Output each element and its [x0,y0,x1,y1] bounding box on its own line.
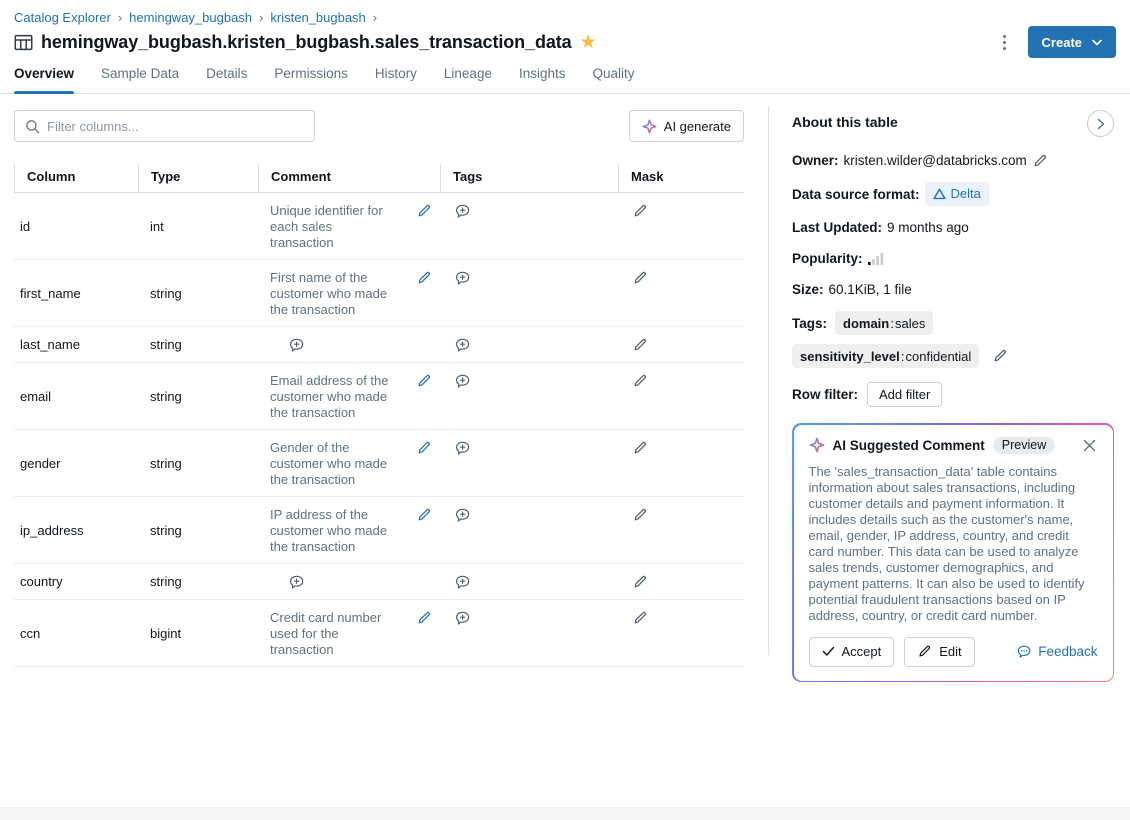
column-header[interactable]: Tags [440,164,618,192]
breadcrumb-link[interactable]: kristen_bugbash [270,10,366,25]
mask-cell [618,600,744,666]
tab-label: Lineage [443,66,492,81]
format-row [792,182,1114,206]
tag-key: domain [843,315,890,331]
edit-mask-icon[interactable] [632,440,648,456]
tab-label: Permissions [274,66,348,81]
add-comment-icon[interactable] [288,574,305,591]
tags-row [792,311,1114,368]
tab[interactable] [593,66,635,93]
pencil-icon [917,644,932,659]
last-updated-value: 9 months ago [887,220,969,235]
breadcrumb-separator-icon: › [117,10,123,25]
column-comment: Email address of the customer who made the transaction [270,373,389,420]
column-comment: Gender of the customer who made the transaction [270,440,388,487]
table-row [14,193,744,260]
edit-comment-icon[interactable] [416,203,432,219]
tags-cell [440,430,618,496]
comment-cell [258,260,440,326]
comment-cell [258,363,440,429]
accept-button[interactable] [809,637,895,667]
tab[interactable] [206,66,247,93]
tags-cell [440,363,618,429]
column-comment: Credit card number used for the transaction [270,610,382,657]
feedback-bubble-icon [1016,644,1032,660]
edit-mask-icon[interactable] [632,610,648,626]
column-type: string [150,337,182,352]
table-icon [14,33,33,52]
mask-cell [618,430,744,496]
ai-suggested-comment-card [792,423,1114,682]
sidebar-title: About this table [792,114,898,130]
column-header[interactable]: Column [14,164,138,192]
edit-comment-icon[interactable] [416,610,432,626]
column-type: string [150,285,182,301]
column-name: id [20,218,31,234]
table-row [14,430,744,497]
add-filter-button[interactable]: Add filter [867,382,942,407]
column-comment: First name of the customer who made the transaction [270,270,388,317]
edit-button[interactable] [904,637,974,667]
tags-cell [440,600,618,666]
column-comment: IP address of the customer who made the transaction [270,507,388,554]
table-row [14,564,744,600]
create-button[interactable] [1028,26,1116,58]
ai-generate-button[interactable] [629,110,744,142]
columns-toolbar [14,110,744,142]
table-row [14,260,744,327]
mask-cell [618,193,744,259]
column-name: first_name [20,285,81,301]
tags-cell [440,260,618,326]
format-label: Data source format: [792,186,920,202]
add-tag-icon[interactable] [454,610,471,627]
ai-sparkle-icon [642,119,657,134]
tags-cell [440,327,618,362]
size-value: 60.1KiB, 1 file [828,282,912,297]
page-title: hemingway_bugbash.kristen_bugbash.sales_transaction_data [41,32,572,52]
ai-suggested-comment-text: The 'sales_transaction_data' table contains information about sales transactions, including customer details and payment information. It includes details such as the customer's name, email, gender, IP address, country, and credit card number. This data can be used to analyze sales trends, customer demographics, and payment patterns. It can also be used to identify potential fraudulent transactions based on IP address, country, or credit card number. [808,463,1085,623]
tags-cell [440,497,618,563]
breadcrumb [14,8,1116,25]
column-header[interactable]: Mask [618,164,744,192]
owner-label: Owner: [792,153,839,168]
kebab-menu-button[interactable] [995,29,1014,56]
breadcrumb-link[interactable]: Catalog Explorer [14,10,111,25]
add-tag-icon[interactable] [454,270,471,287]
add-tag-icon[interactable] [454,574,471,591]
about-table-sidebar [792,110,1114,682]
search-icon [25,119,40,134]
comment-cell [258,327,440,362]
popularity-label: Popularity: [792,251,863,266]
table-row [14,497,744,564]
format-value: Delta [950,186,981,201]
tag-value: sales [895,315,926,331]
tab-label: Details [206,66,248,81]
tab-label: Insights [518,66,566,81]
breadcrumb-separator-icon: › [259,10,264,25]
filter-columns-box[interactable] [14,110,315,142]
accept-label: Accept [841,644,882,659]
filter-columns-input[interactable] [47,119,304,134]
edit-mask-icon[interactable] [632,203,648,219]
feedback-link[interactable] [1016,644,1097,660]
tag-pill[interactable]: sensitivity_level : confidential [792,344,979,368]
comment-cell [258,600,440,666]
edit-mask-icon[interactable] [632,337,648,353]
delta-format-badge[interactable] [925,182,989,206]
edit-mask-icon[interactable] [632,270,648,286]
mask-cell [618,564,744,599]
comment-cell [258,430,440,496]
footer-band [0,807,1130,820]
ai-card-title: AI Suggested Comment [832,437,985,453]
popularity-bars-icon [868,252,884,265]
column-type: bigint [150,625,182,641]
row-filter-row [792,382,1114,407]
create-button-label: Create [1041,34,1082,50]
collapse-sidebar-button[interactable] [1087,110,1114,137]
column-type: string [150,455,182,471]
tab-label: Overview [14,66,75,81]
size-row [792,280,1114,299]
mask-cell [618,327,744,362]
edit-mask-icon[interactable] [632,507,648,523]
columns-table-header [14,164,744,193]
ai-sparkle-icon [809,437,825,453]
column-type: int [150,218,164,234]
column-name: country [20,574,63,589]
column-comment: Unique identifier for each sales transaction [270,203,383,250]
add-tag-icon[interactable] [454,337,471,354]
row-filter-label: Row filter: [792,387,858,402]
tags-label: Tags: [792,315,828,331]
popularity-row [792,249,1114,268]
table-row [14,600,744,667]
column-name: last_name [20,337,80,352]
tab[interactable] [375,66,417,93]
edit-comment-icon[interactable] [416,440,432,456]
last-updated-row [792,218,1114,237]
tag-value: confidential [905,348,972,364]
check-icon [822,646,835,657]
tag-key: sensitivity_level [800,348,900,364]
comment-cell [258,564,440,599]
edit-mask-icon[interactable] [632,373,648,389]
favorite-star-icon[interactable]: ★ [579,32,597,53]
table-row [14,363,744,430]
tags-cell [440,564,618,599]
columns-pane [14,110,744,667]
content-divider [768,106,769,655]
comment-cell [258,193,440,259]
column-header[interactable]: Type [138,164,258,192]
size-label: Size: [792,282,824,297]
page-header [14,8,1116,53]
tab[interactable] [444,66,492,93]
column-type: string [150,388,182,404]
column-header[interactable]: Comment [258,164,440,192]
tab[interactable] [101,66,179,93]
column-name: gender [20,455,61,471]
chevron-down-icon [1092,39,1102,46]
tab-label: Sample Data [101,66,180,81]
feedback-label: Feedback [1038,644,1098,659]
column-name: ccn [20,625,41,641]
owner-value: kristen.wilder@databricks.com [843,153,1027,168]
columns-table [14,164,744,667]
tab-label: Quality [592,66,635,81]
breadcrumb-separator-icon: › [372,10,378,25]
last-updated-label: Last Updated: [792,220,883,235]
add-tag-icon[interactable] [454,203,471,220]
tags-cell [440,193,618,259]
tab[interactable] [14,66,74,93]
add-tag-icon[interactable] [454,507,471,524]
column-name: email [20,388,52,404]
tab-bar [0,66,1130,94]
delta-logo-icon [933,188,946,200]
breadcrumb-link[interactable]: hemingway_bugbash [129,10,253,25]
close-icon[interactable] [1081,437,1098,454]
tag-pill[interactable]: domain : sales [835,311,933,335]
edit-comment-icon[interactable] [416,270,432,286]
comment-cell [258,497,440,563]
column-name: ip_address [20,522,84,538]
column-type: string [150,522,182,538]
edit-owner-icon[interactable] [1032,153,1048,169]
edit-mask-icon[interactable] [632,574,648,590]
ai-generate-label: AI generate [663,118,731,134]
edit-comment-icon[interactable] [416,373,432,389]
tab[interactable] [274,66,348,93]
edit-comment-icon[interactable] [416,507,432,523]
owner-row [792,151,1114,170]
table-row [14,327,744,363]
edit-label: Edit [939,644,962,659]
chevron-right-icon [1097,118,1105,130]
column-type: string [150,574,182,589]
edit-tags-icon[interactable] [992,348,1008,364]
mask-cell [618,497,744,563]
mask-cell [618,363,744,429]
preview-badge: Preview [993,437,1055,454]
mask-cell [618,260,744,326]
tab-label: History [374,66,417,81]
add-comment-icon[interactable] [288,337,305,354]
add-tag-icon[interactable] [454,440,471,457]
tab[interactable] [519,66,566,93]
add-tag-icon[interactable] [454,373,471,390]
